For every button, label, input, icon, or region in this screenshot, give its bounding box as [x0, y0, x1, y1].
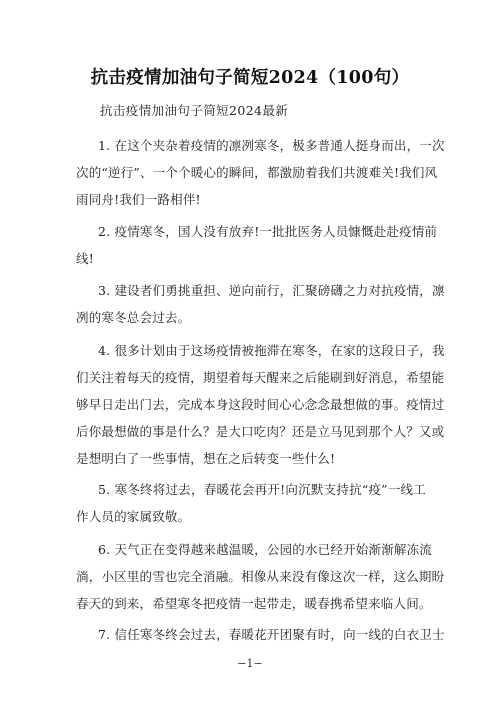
- paragraph-4: [76, 337, 445, 472]
- paragraph-line: 冽的寒冬总会过去。: [76, 310, 191, 325]
- paragraph-7: [76, 621, 445, 648]
- paragraph-line: 春天的到来，希望寒冬把疫情一起带走，暖春携希望来临人间。: [76, 596, 432, 611]
- paragraph-1: [76, 132, 445, 213]
- paragraph-line: 作人员的家属致敬。: [76, 509, 191, 524]
- document-subtitle: 抗击疫情加油句子简短2024最新: [100, 103, 289, 118]
- paragraph-line: 们关注着每天的疫情，期望着每天醒来之后能刷到好消息，希望能: [76, 370, 445, 385]
- paragraph-line: 够早日走出门去，完成本身这段时间心心念念最想做的事。疫情过: [76, 397, 445, 412]
- paragraph-2: [76, 218, 438, 272]
- paragraph-line: 是想明白了一些事情，想在之后转变一些什么!: [76, 451, 336, 466]
- paragraph-line: 线!: [76, 251, 94, 266]
- paragraph-line: 淌，小区里的雪也完全消融。相像从来没有像这次一样，这么期盼: [76, 569, 445, 584]
- paragraph-line: 5. 寒冬终将过去，春暖花会再开!向沉默支持抗“疫”一线工: [98, 482, 426, 497]
- paragraph-line: 6. 天气正在变得越来越温暖，公园的水已经开始渐渐解冻流: [98, 542, 433, 557]
- paragraph-line: 1. 在这个夹杂着疫情的凛冽寒冬，极多普通人挺身而出，一次: [98, 138, 445, 153]
- paragraph-6: [76, 536, 445, 617]
- paragraph-line: 次的“逆行”、一个个暖心的瞬间，都激励着我们共渡难关!我们风: [76, 165, 438, 180]
- paragraph-line: 7. 信任寒冬终会过去，春暖花开团聚有时，向一线的白衣卫士: [98, 627, 445, 642]
- paragraph-line: 3. 建设者们勇挑重担、逆向前行，汇聚磅礴之力对抗疫情，凛: [98, 283, 445, 298]
- document-title: 抗击疫情加油句子简短2024（100句）: [90, 68, 410, 88]
- paragraph-line: 2. 疫情寒冬，国人没有放弃!一批批医务人员慷慨赴赴疫情前: [98, 224, 438, 239]
- paragraph-line: 雨同舟!我们一路相伴!: [76, 192, 201, 207]
- paragraph-5: [76, 476, 426, 530]
- page-number: −1−: [237, 657, 263, 670]
- paragraph-line: 4. 很多计划由于这场疫情被拖滞在寒冬，在家的这段日子，我: [98, 343, 445, 358]
- paragraph-line: 后你最想做的事是什么？是大口吃肉？还是立马见到那个人？又或: [76, 424, 445, 439]
- paragraph-3: [76, 277, 445, 331]
